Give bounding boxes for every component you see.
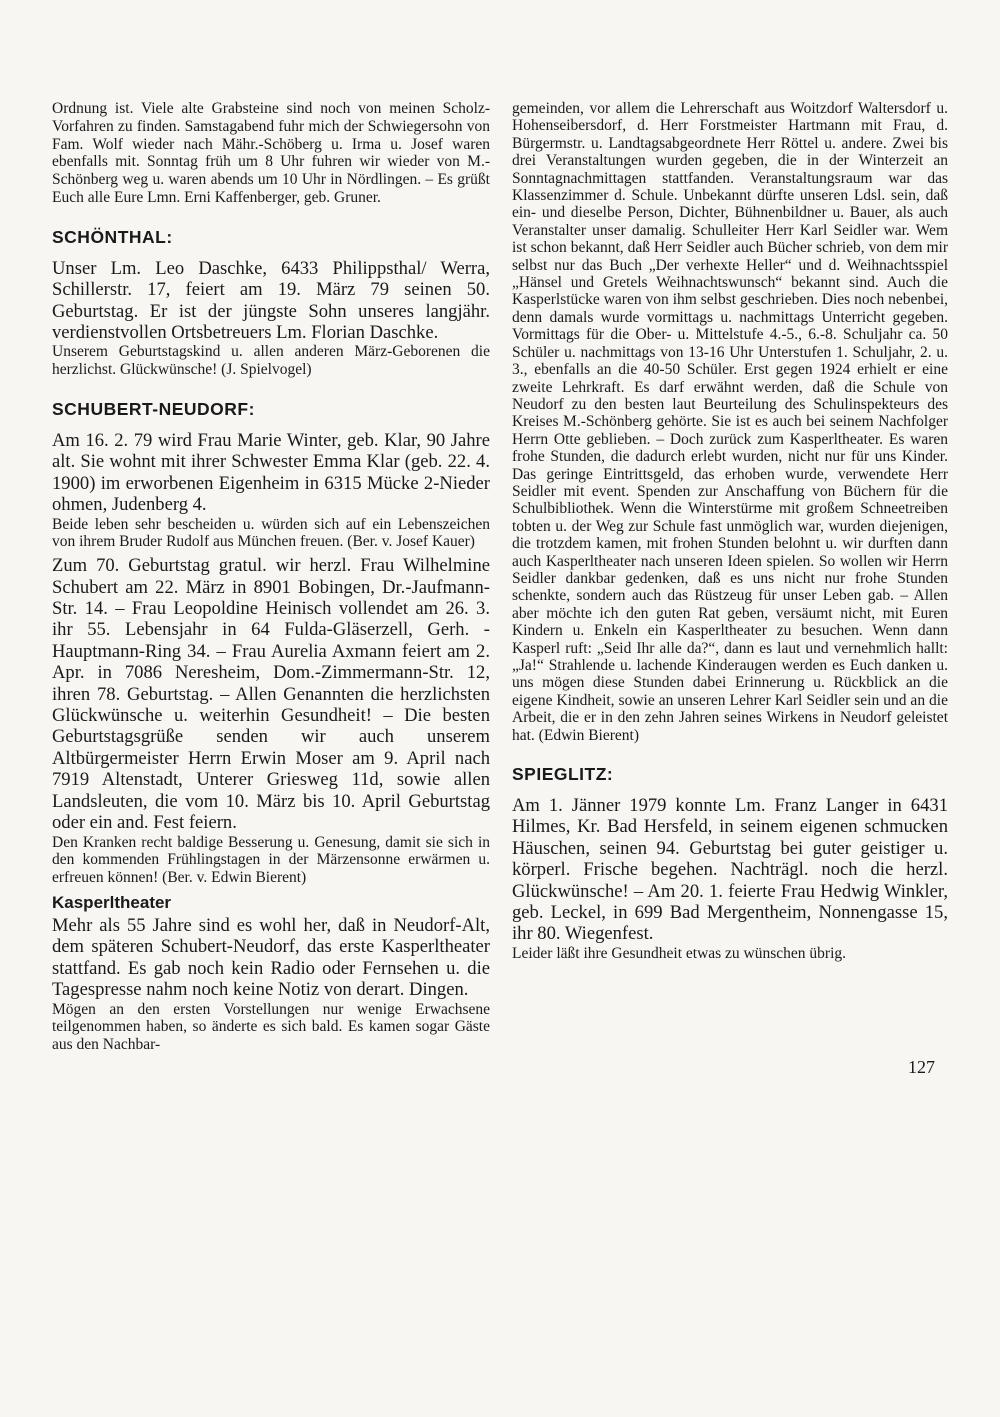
left-column [52, 100, 490, 1054]
paragraph-marie-winter: Am 16. 2. 79 wird Frau Marie Winter, geb. Klar, 90 Jahre alt. Sie wohnt mit ihrer Schwester Emma Klar (geb. 22. 4. 1900) im erworbenen Eigenheim in 6315 Mücke 2-Nieder ohmen, Judenberg 4. [52, 430, 490, 516]
paragraph-kasperl-continued: gemeinden, vor allem die Lehrerschaft aus Woitzdorf Waltersdorf u. Hohenseibersdorf, d. Herr Forstmeister Hartmann mit Frau, d. Bürgermstr. u. Landtagsabgeordnete Herr Röttel u. andere. Zwei bis drei Veranstaltungen wurden gegeben, die in der Winterzeit an Sonntagnachmittagen stattfanden. Veranstaltungsraum war das Klassenzimmer d. Schule. Unbekannt dürfte unseren Ldsl. sein, daß ein- und dieselbe Person, Dichter, Bühnenbildner u. Bauer, als auch Veranstalter unser damalig. Schulleiter Herr Karl Seidler war. Wem ist schon bekannt, daß Herr Seidler auch Bücher schrieb, von dem mir selbst nur das Buch „Der verhexte Heller“ und d. Weihnachtsspiel „Hänsel und Gretels Weihnachtswunsch“ bekannt sind. Auch die Kasperlstücke waren von ihm selbst geschrieben. Dies noch nebenbei, denn damals wurde vormittags u. nachmittags Unterricht gegeben. Vormittags für die Ober- u. Mittelstufe 4.-5., 6.-8. Schuljahr ca. 50 Schüler u. nachmittags von 13-16 Uhr Unterstufen 1. Schuljahr, 2. u. 3., ebenfalls an die 40-50 Schüler. Erst gegen 1924 erhielt er eine zweite Lehrkraft. Es darf erwähnt werden, daß die Schule von Neudorf zu den besten laut Beurteilung des Schulinspekteurs des Kreises M.-Schönberg gehörte. Sie ist es auch bei seinem Nachfolger Herrn Otte geblieben. – Doch zurück zum Kasperltheater. Es waren frohe Stunden, die dadurch erlebt wurden, nicht nur für uns Kinder. Das geringe Eintrittsgeld, das erhoben wurde, verwendete Herr Seidler mit event. Spenden zur Anschaffung von Büchern für die Schulbibliothek. Wenn die Winterstürme mit großem Schneetreiben tobten u. der Weg zur Schule fast unmöglich war, wurden diejenigen, die trotzdem kamen, mit frohen Stunden belohnt u. wir durften dann auch Kasperltheater nach unseren Ideen spielen. So wollen wir Herrn Seidler dankbar gedenken, daß es uns nicht nur frohe Stunden schenkte, sondern auch das Rüstzeug für unser Leben gab. – Allen aber möchte ich den guten Rat geben, versäumt nicht, mit Euren Kindern u. Enkeln ein Kasperltheater zu besuchen. Wenn dann Kasperl ruft: „Seid Ihr alle da?“, dann es laut und vernehmlich hallt: „Ja!“ Strahlende u. lachende Kinderaugen werden es Euch danken u. uns mögen diese Stunden dabei Erinnerung u. Rückblick an die eigene Kindheit, sowie an unseren Lehrer Karl Seidler sein und an die Arbeit, die er in den zehn Jahren seines Wirkens in Neudorf geleistet hat. (Edwin Bierent) [512, 100, 948, 744]
paragraph-birthdays: Zum 70. Geburtstag gratul. wir herzl. Frau Wilhelmine Schubert am 22. März in 8901 Bobingen, Dr.-Jaufmann-Str. 14. – Frau Leopoldine Heinisch vollendet am 26. 3. ihr 55. Lebensjahr in 64 Fulda-Gläserzell, Gerh. -Hauptmann-Ring 34. – Frau Aurelia Axmann feiert am 2. Apr. in 7086 Neresheim, Dom.-Zimmermann-Str. 12, ihren 78. Geburtstag. – Allen Genannten die herzlichsten Glückwünsche u. weiterhin Gesundheit! – Die besten Geburtstagsgrüße senden wir auch unserem Altbürgermeister Herrn Erwin Moser am 9. April nach 7919 Altenstadt, Unterer Griesweg 11d, sowie allen Landsleuten, die vom 10. März bis 10. April Geburtstag oder ein and. Fest feiern. [52, 555, 490, 834]
heading-spieglitz: SPIEGLITZ: [512, 764, 614, 785]
paragraph-get-well: Den Kranken recht baldige Besserung u. Genesung, damit sie sich in den kommenden Frühlingstagen in der Märzensonne erwärmen u. erfreuen können! (Ber. v. Edwin Bierent) [52, 833, 490, 887]
paragraph-health-note: Leider läßt ihre Gesundheit etwas zu wünschen übrig. [512, 944, 847, 962]
paragraph-nordlingen-report: Ordnung ist. Viele alte Grabsteine sind noch von meinen Scholz-Vorfahren zu finden. Samstagabend fuhr mich der Schwiegersohn von Fam. Wolf wieder nach Mähr.-Schöberg u. Irma u. Josef waren ebenfalls mit. Sonntag früh um 8 Uhr fuhren wir wieder von M.-Schönberg weg u. waren abends um 10 Uhr in Nördlingen. – Es grüßt Euch alle Eure Lmn. Erni Kaffenberger, geb. Gruner. [52, 100, 490, 206]
paragraph-franz-langer: Am 1. Jänner 1979 konnte Lm. Franz Langer in 6431 Hilmes, Kr. Bad Hersfeld, in seinem eigenen schmucken Häuschen, seinen 94. Geburtstag bei guter geistiger u. körperl. Frische begehen. Nachträgl. noch die herzl. Glückwünsche! – Am 20. 1. feierte Frau Hedwig Winkler, geb. Leckel, in 699 Bad Mergentheim, Nonnengasse 15, ihr 80. Wiegenfest. [512, 795, 948, 945]
paragraph-kasperl-start: Mögen an den ersten Vorstellungen nur wenige Erwachsene teilgenommen haben, so änderte es sich bald. Es kamen sogar Gäste aus den Nachbar- [52, 1000, 490, 1054]
heading-kasperltheater: Kasperltheater [52, 892, 172, 912]
right-column [512, 100, 948, 963]
paragraph-schoenthal-greetings: Unserem Geburtstagskind u. allen anderen März-Geborenen die herzlichst. Glückwünsche! (J. Spielvogel) [52, 343, 490, 379]
heading-schoenthal: SCHÖNTHAL: [52, 226, 173, 247]
page-number: 127 [908, 1057, 935, 1077]
paragraph-kasperl-intro: Mehr als 55 Jahre sind es wohl her, daß in Neudorf-Alt, dem späteren Schubert-Neudorf, das erste Kasperltheater stattfand. Es gab noch kein Radio oder Fernsehen u. die Tagespresse nahm noch keine Notiz von derart. Dingen. [52, 914, 490, 1001]
paragraph-leo-daschke: Unser Lm. Leo Daschke, 6433 Philippsthal/ Werra, Schillerstr. 17, feiert am 19. März 79 seinen 50. Geburtstag. Er ist der jüngste Sohn unseres langjähr. verdienstvollen Ortsbetreuers Lm. Florian Daschke. [52, 257, 490, 343]
paragraph-kauer-report: Beide leben sehr bescheiden u. würden sich auf ein Lebenszeichen von ihrem Bruder Rudolf aus München freuen. (Ber. v. Josef Kauer) [52, 515, 490, 551]
heading-schubert-neudorf: SCHUBERT-NEUDORF: [52, 399, 255, 419]
